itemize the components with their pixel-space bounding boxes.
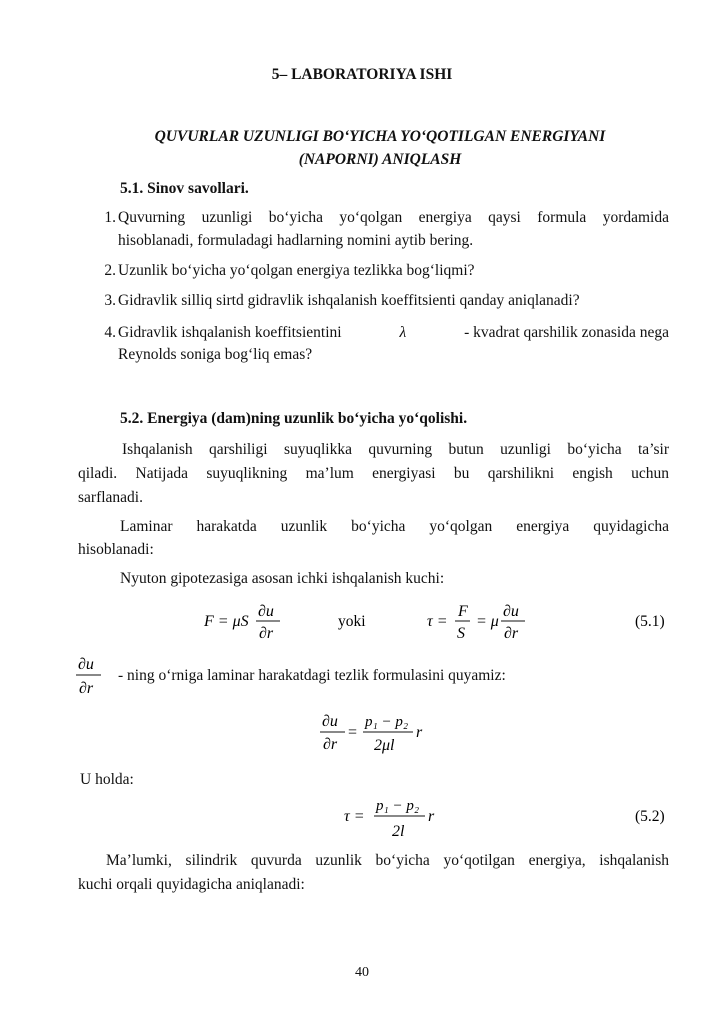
section-heading-5-2: 5.2. Energiya (dam)ning uzunlik bo‘yicha yo‘qolishi. <box>120 410 468 427</box>
question-2-line1: Uzunlik bo‘yicha yo‘qolgan energiya tezlikka bog‘liqmi? <box>118 262 475 279</box>
question-1-line2: hisoblanadi, formuladagi hadlarning nomini aytib bering. <box>118 232 474 249</box>
question-number: 1. <box>104 209 116 226</box>
equation-5-2 <box>340 796 680 846</box>
paragraph-3: Nyuton gipotezasiga asosan ichki ishqalanish kuchi: <box>120 570 445 587</box>
eq2-r: r <box>428 808 435 825</box>
eq2-lhs: τ = <box>344 808 365 825</box>
eq1-lhs2: τ = <box>427 613 448 630</box>
question-4-line1 <box>118 324 669 342</box>
paragraph-1-line1-wrap <box>122 441 669 459</box>
u-holda: U holda: <box>80 771 134 788</box>
question-4-text-a: Gidravlik ishqalanish koeffitsientini <box>118 324 342 341</box>
paragraph-2-line2: hisoblanadi: <box>78 541 154 558</box>
paragraph-1-line3: sarflanadi. <box>78 489 143 506</box>
paragraph-1-line1: Ishqalanish qarshiligi suyuqlikka quvurning butun uzunligi bo‘yicha ta’sir <box>122 441 669 458</box>
paragraph-2-line1: Laminar harakatda uzunlik bo‘yicha yo‘qolgan energiya quyidagicha <box>120 518 669 535</box>
eq1-denominator: ∂r <box>259 625 274 642</box>
equation-5-1 <box>190 596 680 646</box>
derivative-fraction <box>74 652 114 698</box>
paragraph-2-line1-wrap <box>120 518 669 536</box>
page-number: 40 <box>355 965 369 980</box>
section-heading-5-1: 5.1. Sinov savollari. <box>120 180 249 197</box>
equation-label-5-2: (5.2) <box>635 808 665 825</box>
deriv-numerator: ∂u <box>78 656 94 673</box>
question-1-line1: Quvurning uzunligi bo‘yicha yo‘qolgan energiya qaysi formula yordamida <box>118 209 669 226</box>
derivative-text: - ning o‘rniga laminar harakatdagi tezlik formulasini quyamiz: <box>118 667 506 684</box>
topic-title-line2: (NAPORNI) ANIQLASH <box>298 151 462 168</box>
question-4-text-b: - kvadrat qarshilik zonasida nega <box>464 324 669 341</box>
eq1-numerator: ∂u <box>258 603 274 620</box>
eq1-lhs: F = μS <box>204 613 249 630</box>
paragraph-4-line2: kuchi orqali quyidagicha aniqlanadi: <box>78 876 305 893</box>
question-3-line1: Gidravlik silliq sirtd gidravlik ishqalanish koeffitsienti qanday aniqlanadi? <box>118 292 580 309</box>
paragraph-1-line2: qiladi. Natijada suyuqlikning ma’lum energiyasi bu qarshilikni engish uchun <box>78 465 669 482</box>
eqm-numerator2: p₁ − p₂ <box>365 714 409 730</box>
equation-velocity-gradient <box>318 708 448 758</box>
eq2-denominator: 2l <box>392 823 405 840</box>
eqm-r: r <box>416 724 423 741</box>
equation-label-5-1: (5.1) <box>635 613 665 630</box>
lab-title: 5– LABORATORIYA ISHI <box>271 66 453 83</box>
question-4-line2: Reynolds soniga bog‘liq emas? <box>118 346 313 363</box>
paragraph-4-line1: Ma’lumki, silindrik quvurda uzunlik bo‘yicha yo‘qotilgan energiya, ishqalanish <box>106 852 669 869</box>
lambda-symbol: λ <box>399 324 407 341</box>
eq1-numerator2: F <box>458 603 468 620</box>
eqm-numerator: ∂u <box>322 713 338 730</box>
eq1-mid: = μ <box>476 613 499 630</box>
eq2-numerator: p₁ − p₂ <box>376 798 420 814</box>
question-number: 3. <box>104 292 116 309</box>
eq1-numerator3: ∂u <box>503 603 519 620</box>
deriv-denominator: ∂r <box>79 680 94 697</box>
question-number: 2. <box>104 262 116 279</box>
eq1-denominator3: ∂r <box>504 625 519 642</box>
eq1-or: yoki <box>338 613 366 630</box>
eqm-denominator: ∂r <box>323 736 338 753</box>
eqm-equals: = <box>348 724 358 741</box>
eq1-denominator2: S <box>457 625 465 642</box>
paragraph-4-line1-wrap <box>106 852 669 870</box>
eqm-denominator2: 2μl <box>374 737 395 754</box>
question-number: 4. <box>104 324 116 341</box>
topic-title-line1: QUVURLAR UZUNLIGI BO‘YICHA YO‘QOTILGAN ENERGIYANI <box>154 128 606 145</box>
